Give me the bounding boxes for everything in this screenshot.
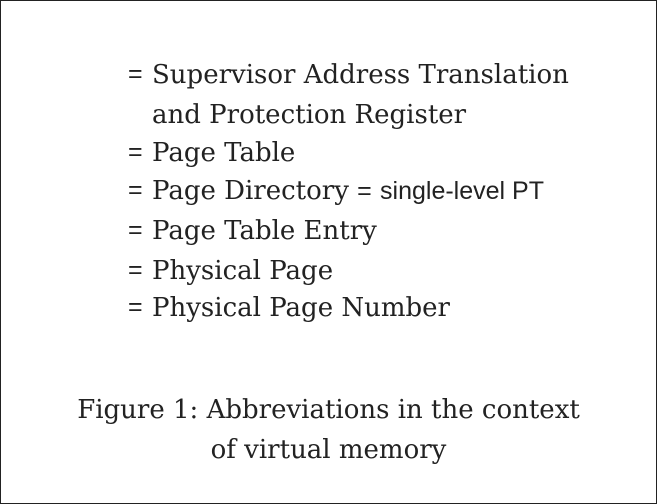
abbreviation-definition: Supervisor Address Translation — [152, 60, 569, 90]
abbreviation-definition: Page Table — [152, 138, 296, 168]
abbreviation-definition — [152, 178, 544, 204]
abbreviation-definition-continued: and Protection Register — [152, 100, 467, 130]
equals-sign: = — [128, 216, 143, 244]
equals-sign: = — [128, 138, 143, 166]
figure-caption-line-1: Figure 1: Abbreviations in the context — [77, 395, 580, 425]
definition-extra: single-level PT — [380, 177, 544, 205]
extra-equals-sign: = — [357, 177, 372, 205]
definition-text: Page Directory — [152, 176, 349, 206]
abbreviation-definition: Physical Page Number — [152, 293, 450, 323]
equals-sign: = — [128, 176, 143, 204]
equals-sign: = — [128, 60, 143, 88]
equals-sign: = — [128, 256, 143, 284]
equals-sign: = — [128, 293, 143, 321]
abbreviation-definition: Page Table Entry — [152, 216, 377, 246]
abbreviation-definition: Physical Page — [152, 256, 334, 286]
figure-caption-line-2: of virtual memory — [210, 435, 447, 465]
